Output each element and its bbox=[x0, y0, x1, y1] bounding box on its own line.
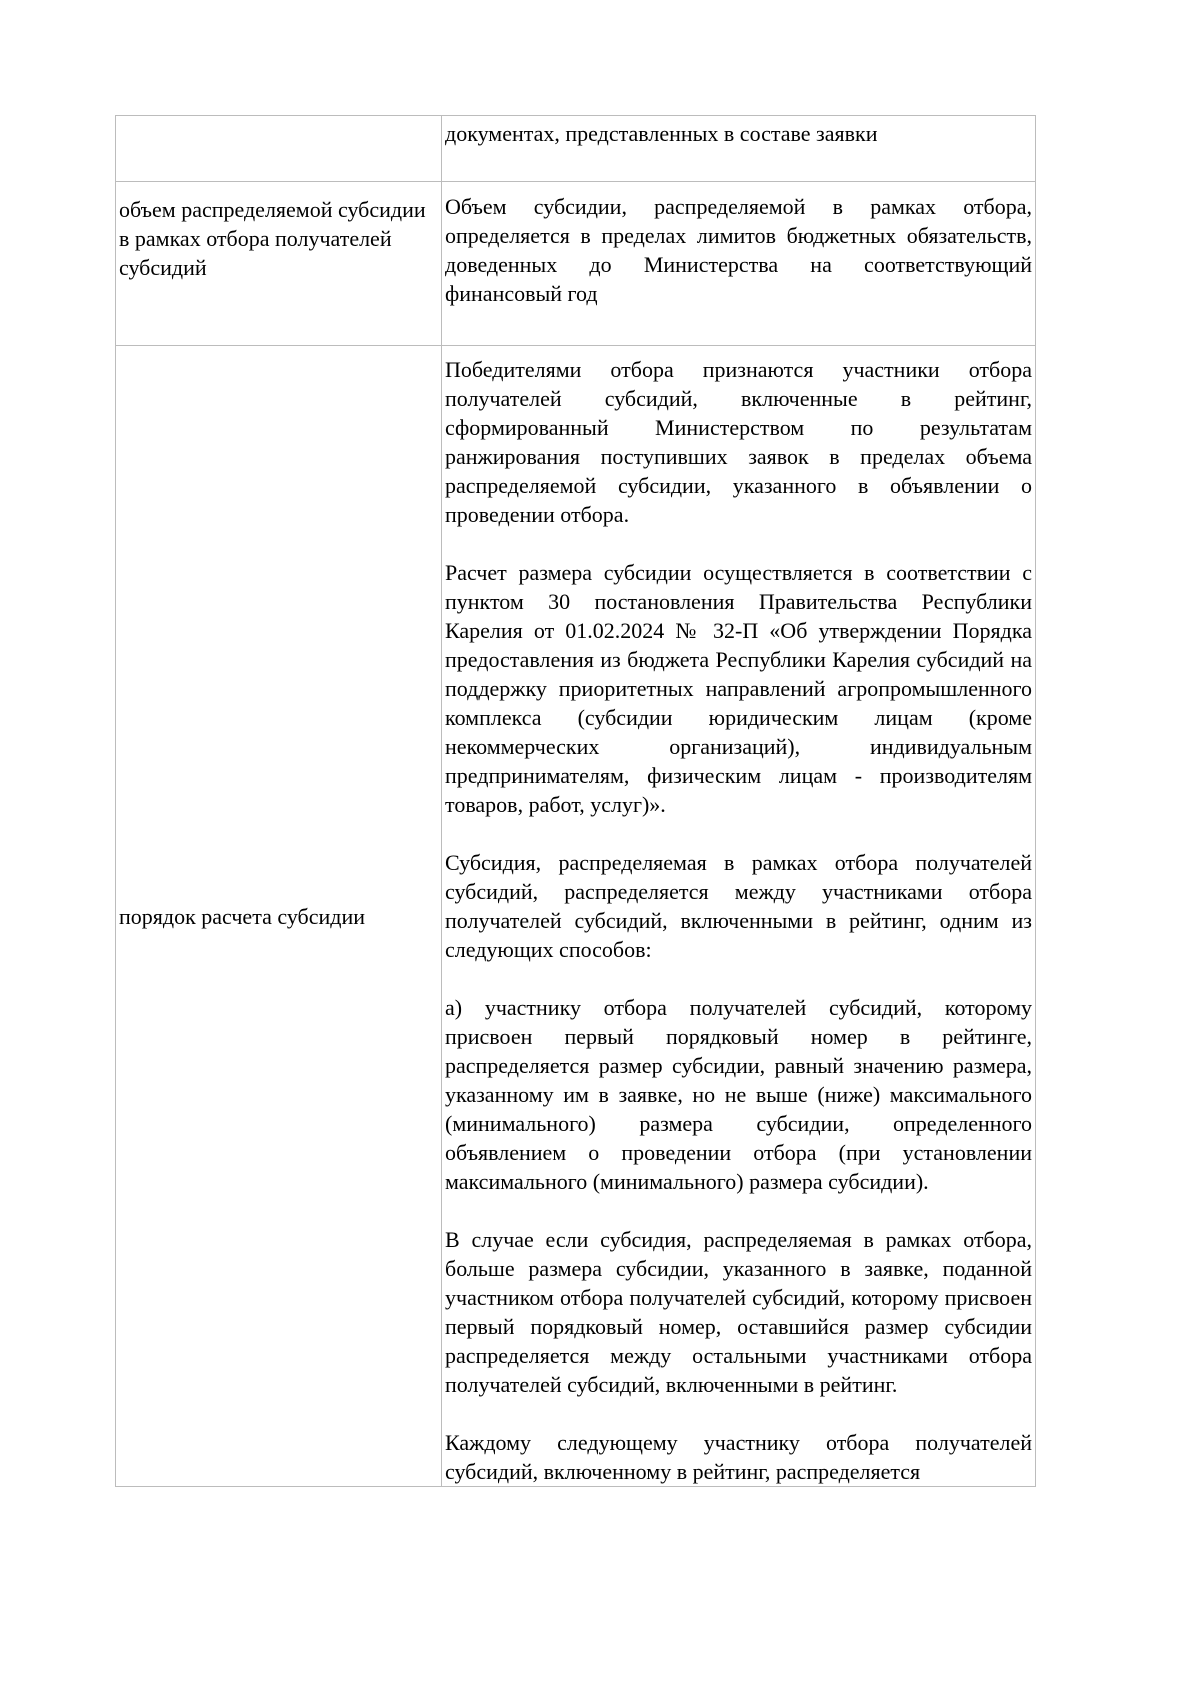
paragraph: В случае если субсидия, распределяемая в рамках отбора, больше размера субсидии, указанного в заявке, поданной участником отбора получателей субсидий, которому присвоен первый порядковый номер, оставшийся размер субсидии распределяется между остальными участниками отбора получателей субсидий, включенными в рейтинг. bbox=[445, 1227, 1032, 1397]
paragraph: Победителями отбора признаются участники отбора получателей субсидий, включенные в рейтинг, сформированный Министерством по результатам ранжирования поступивших заявок в пределах объема распределяемой субсидии, указанного в объявлении о проведении отбора. bbox=[445, 357, 1032, 527]
table-cell-content bbox=[442, 116, 1036, 182]
table-cell-content bbox=[442, 346, 1036, 1487]
row-content: Объем субсидии, распределяемой в рамках отбора, определяется в пределах лимитов бюджетных обязательств, доведенных до Министерства на соответствующий финансовый год bbox=[445, 194, 1032, 306]
table-cell-content bbox=[442, 182, 1036, 346]
table-cell-label bbox=[116, 116, 442, 182]
paragraph: а) участнику отбора получателей субсидий, которому присвоен первый порядковый номер в рейтинге, распределяется размер субсидии, равный значению размера, указанному им в заявке, но не выше (ниже) максимального (минимального) размера субсидии, определенного объявлением о проведении отбора (при установлении максимального (минимального) размера субсидии). bbox=[445, 995, 1032, 1194]
table-cell-label bbox=[116, 346, 442, 1487]
table-cell-label bbox=[116, 182, 442, 346]
row-label: объем распределяемой субсидии в рамках отбора получателей субсидий bbox=[119, 197, 426, 280]
row-content: документах, представленных в составе заявки bbox=[445, 121, 878, 146]
paragraph: Субсидия, распределяемая в рамках отбора получателей субсидий, распределяется между участниками отбора получателей субсидий, включенными в рейтинг, одним из следующих способов: bbox=[445, 850, 1032, 962]
row-label: порядок расчета субсидии bbox=[119, 903, 365, 929]
table-row bbox=[116, 346, 1036, 1487]
paragraph: Каждому следующему участнику отбора получателей субсидий, включенному в рейтинг, распределяется bbox=[445, 1430, 1032, 1484]
table-row bbox=[116, 182, 1036, 346]
document-table bbox=[115, 115, 1036, 1487]
paragraph: Расчет размера субсидии осуществляется в соответствии с пунктом 30 постановления Правительства Республики Карелия от 01.02.2024 № 32-П «Об утверждении Порядка предоставления из бюджета Республики Карелия субсидий на поддержку приоритетных направлений агропромышленного комплекса (субсидии юридическим лицам (кроме некоммерческих организаций), индивидуальным предпринимателям, физическим лицам - производителям товаров, работ, услуг)». bbox=[445, 560, 1032, 817]
table-row bbox=[116, 116, 1036, 182]
